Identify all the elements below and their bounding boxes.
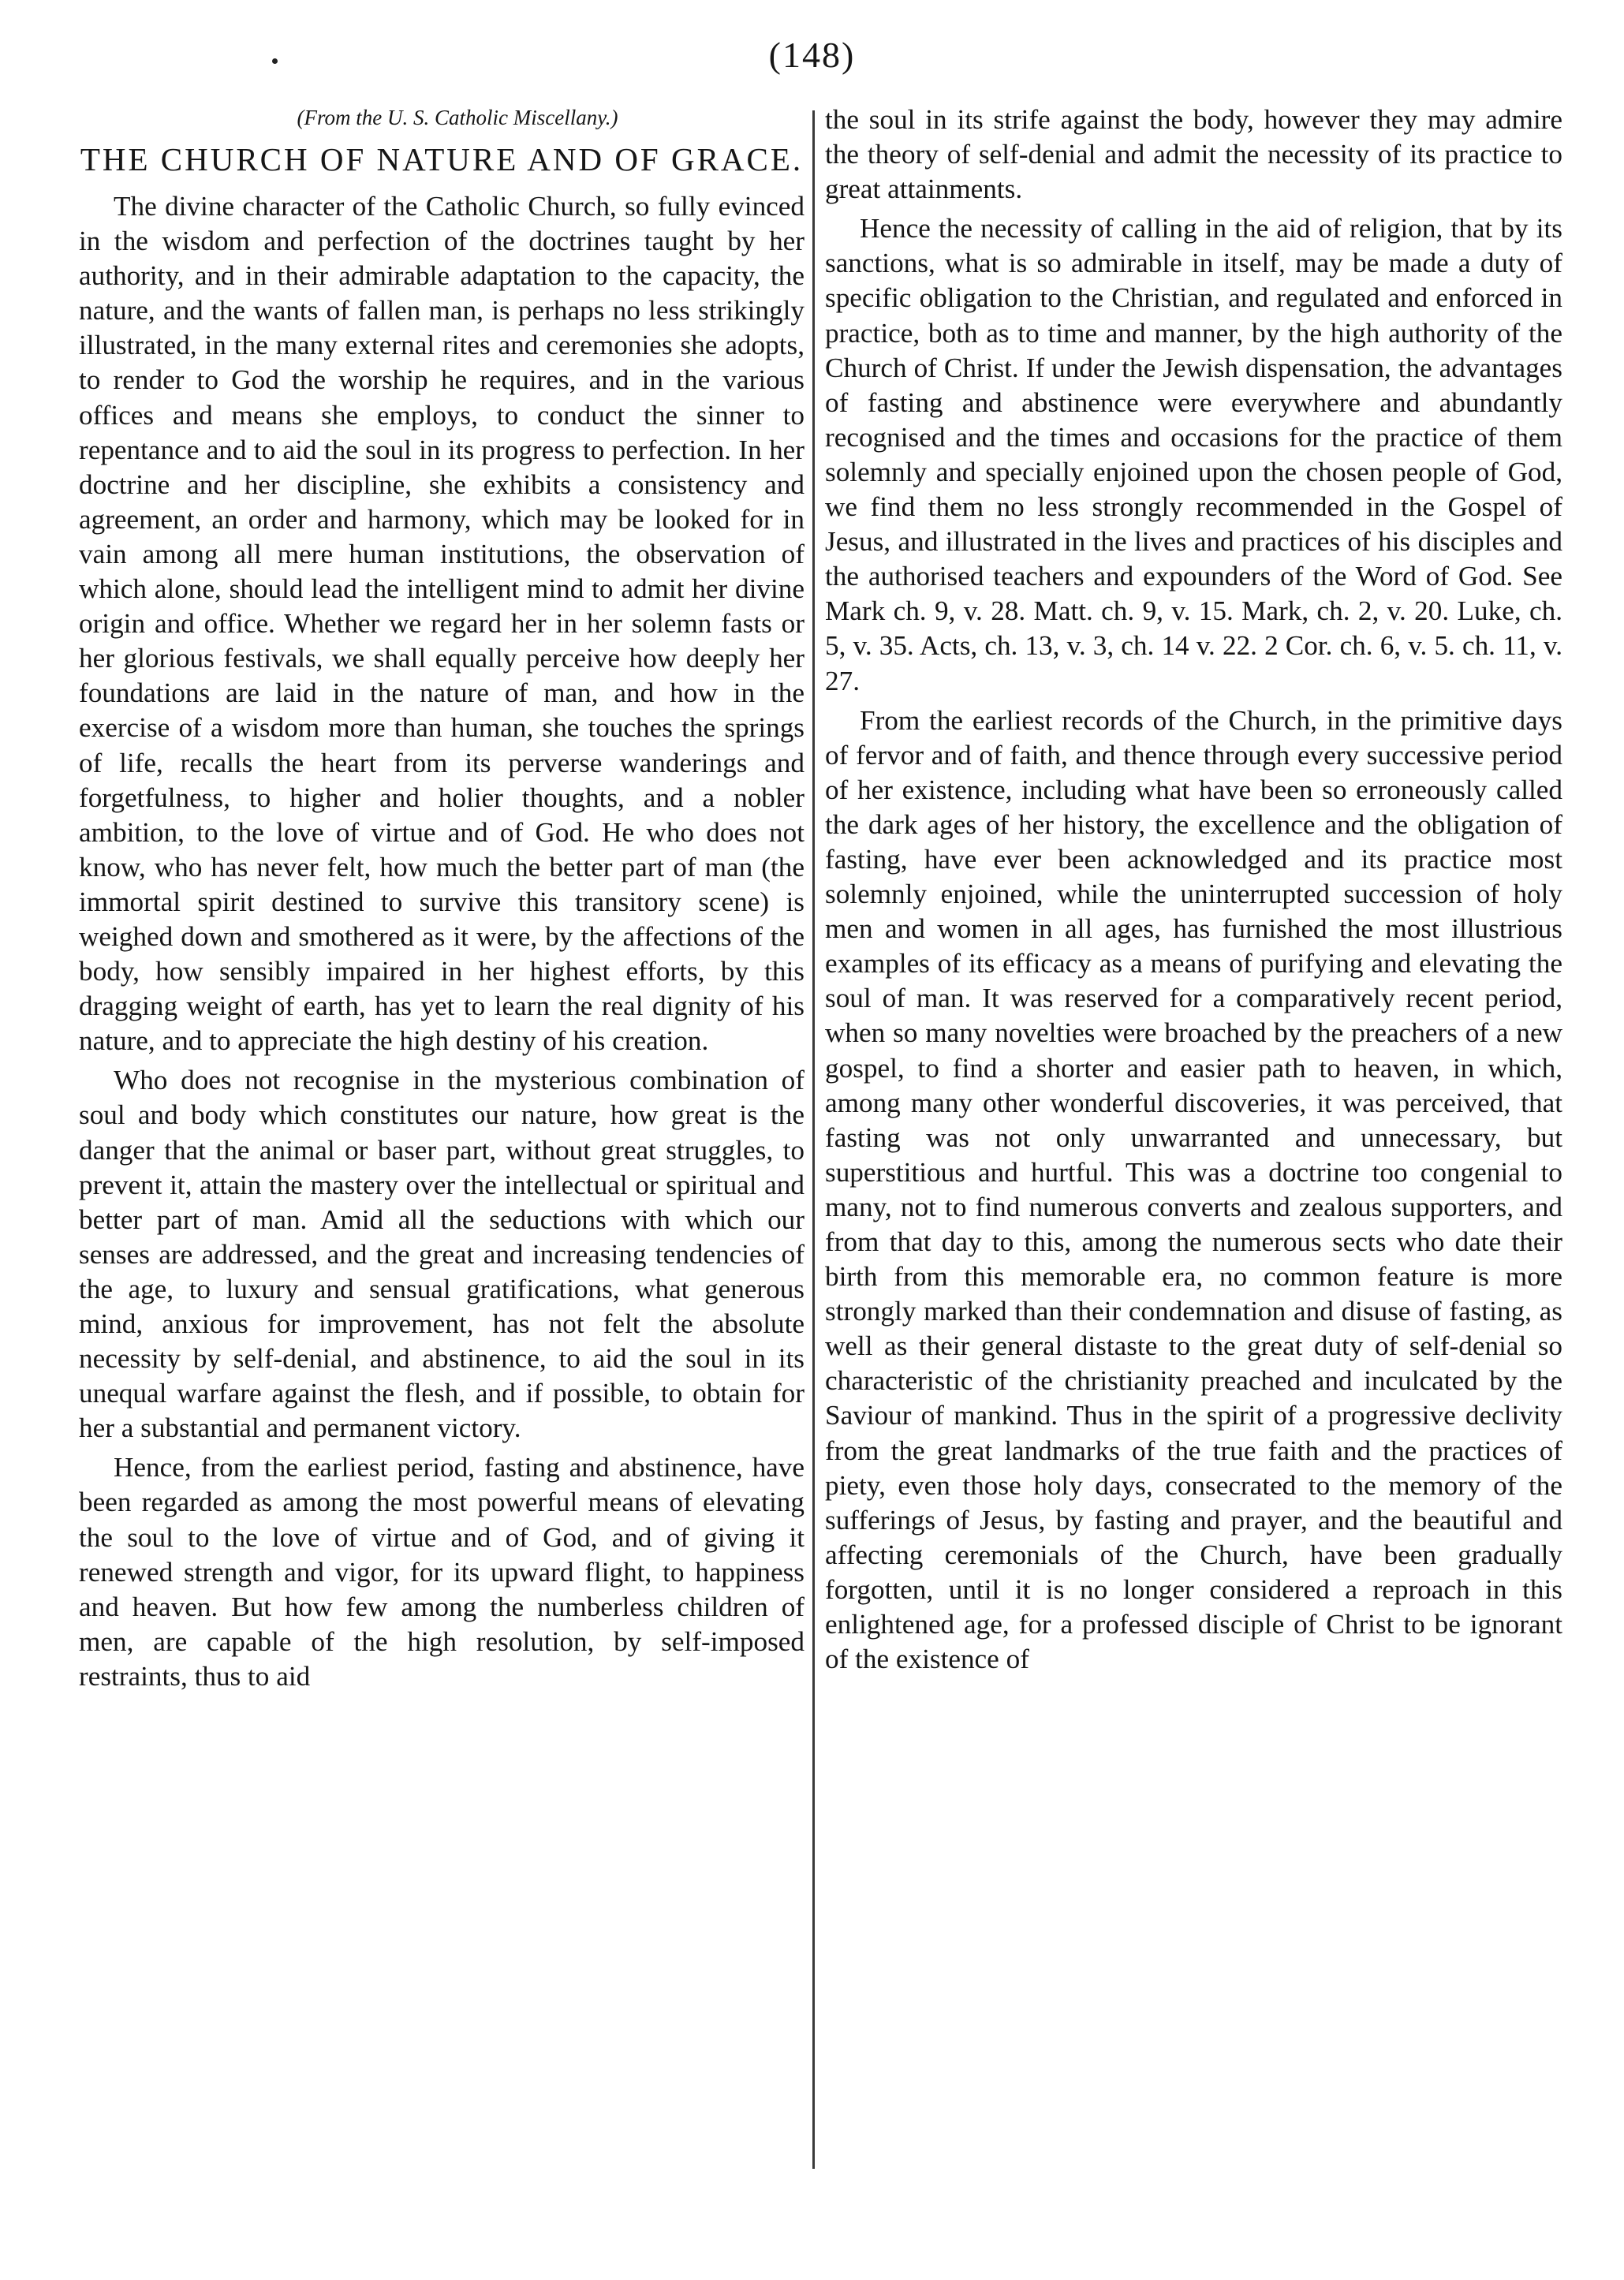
ink-speck (272, 58, 278, 64)
paragraph: The divine character of the Catholic Church, so fully evinced in the wisdom and perfection of the doctrines taught by her authority, and in their admirable adaptation to the capacity, the nature, and the wants of fallen man, is perhaps no less strikingly illustrated, in the many external rites and ceremonies she adopts, to render to God the worship he requires, and in the various offices and means she employs, to conduct the sinner to repentance and to aid the soul in its progress to perfection. In her doctrine and her discipline, she exhibits a consistency and agreement, an order and harmony, which may be looked for in vain among all mere human institutions, the observation of which alone, should lead the intelligent mind to admit her divine origin and office. Whether we regard her in her solemn fasts or her glorious festivals, we shall equally perceive how deeply her foundations are laid in the nature of man, and how in the exercise of a wisdom more than human, she touches the springs of life, recalls the heart from its perverse wanderings and forgetfulness, to higher and holier thoughts, and a nobler ambition, to the love of virtue and of God. He who does not know, who has never felt, how much the better part of man (the immortal spirit destined to survive this transitory scene) is weighed down and smothered as it were, by the affections of the body, how sensibly impaired in her highest efforts, by this dragging weight of earth, has yet to learn the real dignity of his nature, and to appreciate the high destiny of his creation. (79, 191, 805, 1057)
paragraph: Who does not recognise in the mysterious combination of soul and body which constitutes our nature, how great is the danger that the animal or baser part, without great struggles, to prevent it, attain the mastery over the intellectual or spiritual and better part of man. Amid all the seductions with which our senses are addressed, and the great and increasing tendencies of the age, to luxury and sensual gratifications, what generous mind, anxious for improvement, has not felt the absolute necessity by self-denial, and abstinence, to aid the soul in its unequal warfare against the flesh, and if possible, to obtain for her a substantial and permanent victory. (79, 1065, 805, 1444)
column-divider (812, 110, 815, 2169)
paragraph: From the earliest records of the Church, in the primitive days of fervor and of faith, and thence through every successive period of her existence, including what have been so erroneously called the dark ages of her history, the excellence and the obligation of fasting, have ever been acknowledged and its practice most solemnly enjoined, while the uninterrupted succession of holy men and women in all ages, has furnished the most illustrious examples of its efficacy as a means of purifying and elevating the soul of man. It was reserved for a comparatively recent period, when so many novelties were broached by the preachers of a new gospel, to find a shorter and easier path to heaven, in which, among many other wonderful discoveries, it was perceived, that fasting was not only unwarranted and unnecessary, but superstitious and hurtful. This was a doctrine too congenial to many, not to find numerous converts and zealous supporters, and from that day to this, among the numerous sects who date their birth from this memorable era, no common feature is more strongly marked than their condemnation and disuse of fasting, as well as their general distaste to the great duty of self-denial so characteristic of the christianity preached and inculcated by the Saviour of mankind. Thus in the spirit of a progressive declivity from the great landmarks of the true faith and the practices of piety, even those holy days, consecrated to the memory of the sufferings of Jesus, by fasting and prayer, and the beautiful and affecting ceremonials of the Church, have been gradually forgotten, until it is no longer considered a reproach in this enlightened age, for a professed disciple of Christ to be ignorant of the existence of (825, 704, 1562, 1675)
right-column (825, 103, 1562, 1677)
article-headline: THE CHURCH OF NATURE AND OF GRACE. (80, 141, 804, 177)
paragraph-continued: the soul in its strife against the body, however they may admire the theory of self-denial and admit the necessity of its practice to great attainments. (825, 104, 1562, 205)
paragraph: Hence the necessity of calling in the aid of religion, that by its sanctions, what is so admirable in itself, may be made a duty of specific obligation to the Christian, and regulated and enforced in practice, both as to time and manner, by the high authority of the Church of Christ. If under the Jewish dispensation, the advantages of fasting and abstinence were everywhere and abundantly recognised and the times and occasions for the practice of them solemnly and specially enjoined upon the chosen people of God, we find them no less strongly recommended in the Gospel of Jesus, and illustrated in the lives and practices of his disciples and the authorised teachers and expounders of the Word of God. See Mark ch. 9, v. 28. Matt. ch. 9, v. 15. Mark, ch. 2, v. 20. Luke, ch. 5, v. 35. Acts, ch. 13, v. 3, ch. 14 v. 22. 2 Cor. ch. 6, v. 5. ch. 11, v. 27. (825, 213, 1562, 696)
page-number: (148) (768, 35, 856, 75)
left-column (79, 103, 805, 1694)
source-attribution: (From the U. S. Catholic Miscellany.) (297, 106, 618, 129)
paragraph: Hence, from the earliest period, fasting and abstinence, have been regarded as among the most powerful means of elevating the soul to the love of virtue and of God, and of giving it renewed strength and vigor, for its upward flight, to happiness and heaven. But how few among the numberless children of men, are capable of the high resolution, by self-imposed restraints, thus to aid (79, 1452, 805, 1692)
